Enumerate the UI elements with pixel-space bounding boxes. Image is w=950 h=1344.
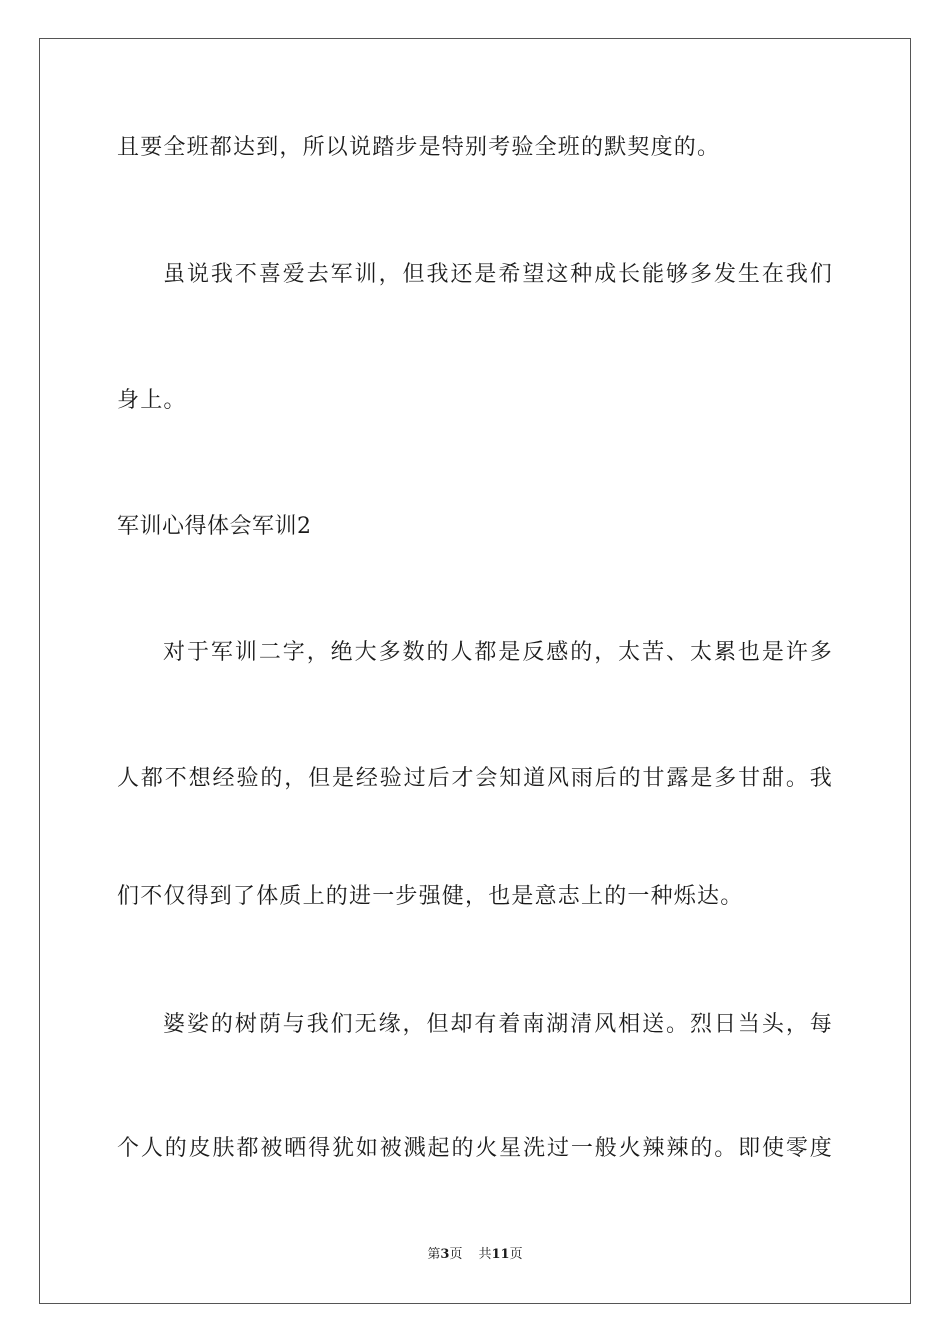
paragraph-first-line: 婆娑的树荫与我们无缘，但却有着南湖清风相送。烈日当头，每 [163,1012,833,1037]
body-text-line: 且要全班都达到，所以说踏步是特别考验全班的默契度的。 [117,135,721,160]
page-suffix: 页 [449,1247,463,1262]
body-text-line: 人都不想经验的，但是经验过后才会知道风雨后的甘露是多甘甜。我 [117,766,833,791]
page-number: 3 [440,1247,450,1262]
page-footer [0,1246,950,1264]
section-heading: 军训心得体会军训2 [117,514,312,539]
total-suffix: 页 [509,1247,523,1262]
body-text-line: 们不仅得到了体质上的进一步强健，也是意志上的一种烁达。 [117,884,744,909]
body-text-line: 个人的皮肤都被晒得犹如被溅起的火星洗过一般火辣辣的。即使零度 [117,1136,833,1161]
body-text-line: 身上。 [117,388,187,413]
page-prefix: 第 [427,1247,441,1262]
total-prefix: 共 [478,1247,492,1262]
paragraph-first-line: 虽说我不喜爱去军训，但我还是希望这种成长能够多发生在我们 [163,262,833,287]
paragraph-first-line: 对于军训二字，绝大多数的人都是反感的，太苦、太累也是许多 [163,640,833,665]
page-border [39,38,911,1304]
total-pages: 11 [491,1247,510,1262]
